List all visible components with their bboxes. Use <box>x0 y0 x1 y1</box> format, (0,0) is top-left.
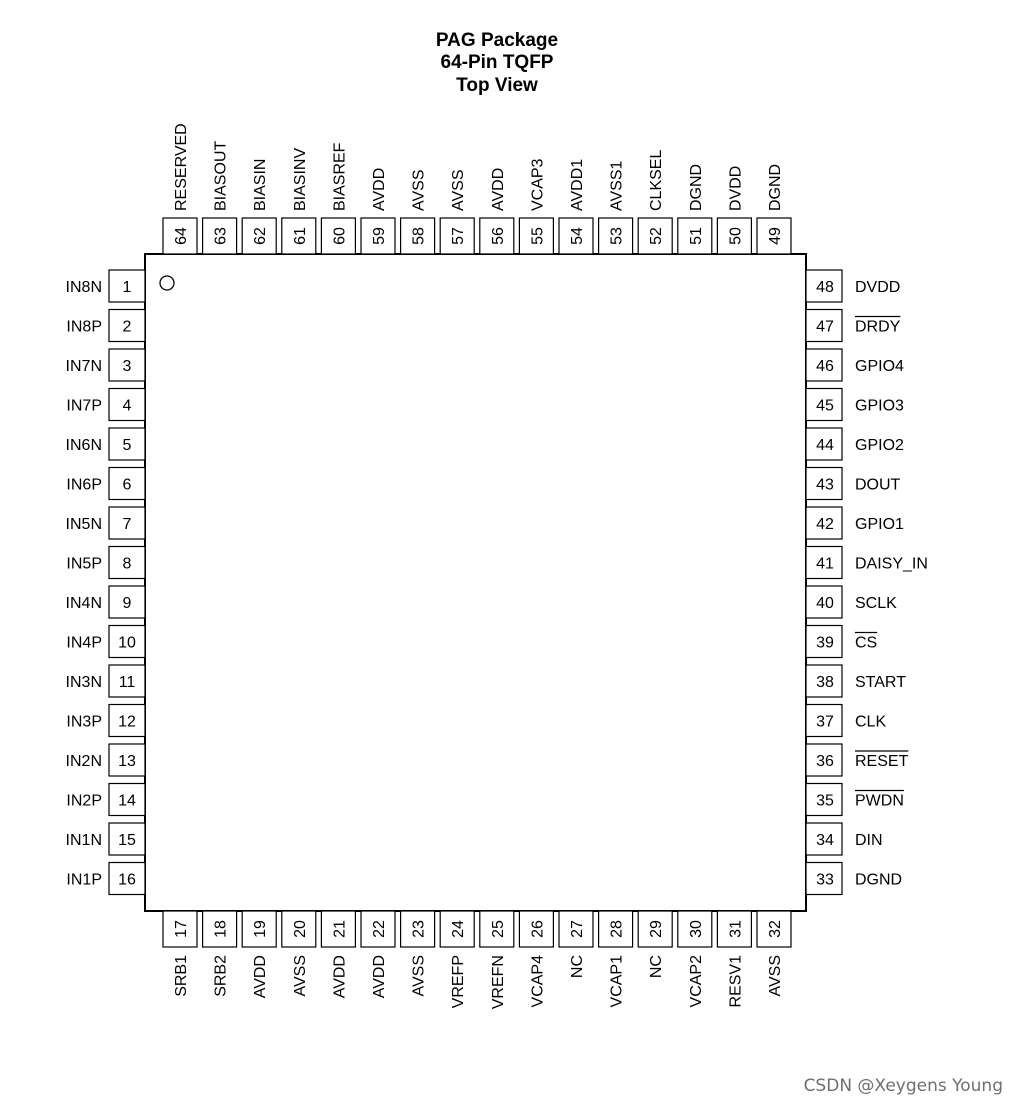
pin-17 <box>163 911 197 997</box>
pin-number: 1 <box>122 279 132 296</box>
pin-51 <box>678 164 712 254</box>
pin-label: VCAP2 <box>687 955 705 1008</box>
pin-number: 9 <box>122 595 132 612</box>
pin-42 <box>806 507 904 539</box>
pin-12 <box>66 705 145 737</box>
pin-number: 48 <box>816 279 834 296</box>
pin-label: DIN <box>855 832 883 849</box>
pin-label: VCAP1 <box>608 955 626 1008</box>
pin-number: 60 <box>331 227 349 245</box>
pin-number: 3 <box>122 358 132 375</box>
pin-label: GPIO3 <box>855 397 904 415</box>
pin-number: 42 <box>816 516 834 533</box>
pin-21 <box>321 911 355 998</box>
pin-label: NC <box>569 955 586 979</box>
pin-label: IN1N <box>65 832 102 849</box>
pin-label: IN5P <box>66 555 102 573</box>
pin-label: SRB1 <box>173 955 190 997</box>
pin-number: 41 <box>816 555 834 573</box>
pin-number: 22 <box>371 920 388 938</box>
pin-53 <box>599 161 633 255</box>
pin-61 <box>282 148 316 254</box>
pin-13 <box>66 744 145 776</box>
pin-number: 13 <box>118 753 136 770</box>
pin-number: 47 <box>816 318 834 336</box>
pin-number: 35 <box>816 792 834 810</box>
pin-32 <box>757 911 791 997</box>
pin-label: DRDY <box>855 318 901 336</box>
pin-number: 18 <box>212 920 230 938</box>
pin-label: DAISY_IN <box>855 555 928 573</box>
pin-6 <box>66 468 145 500</box>
pin-number: 34 <box>816 832 834 849</box>
pin-number: 51 <box>687 227 705 245</box>
bottom-pin-row <box>163 911 791 1009</box>
pin-9 <box>66 586 145 618</box>
pin-number: 38 <box>816 674 834 691</box>
pin-label: DVDD <box>727 165 745 211</box>
pin-label: IN4N <box>65 595 102 612</box>
pin-label: NC <box>648 955 666 979</box>
pin-label: VREFP <box>450 955 468 1009</box>
pin-label: IN6P <box>66 476 102 494</box>
pin-label: VCAP3 <box>529 158 547 211</box>
pin-59 <box>361 168 395 254</box>
pin-2 <box>66 310 145 342</box>
pin-20 <box>282 911 316 997</box>
pin-number: 46 <box>816 358 834 375</box>
pin-label: IN8P <box>66 318 102 336</box>
pin-number: 17 <box>173 920 190 938</box>
pin-label: AVSS <box>410 955 428 997</box>
pin-23 <box>401 911 435 997</box>
pin-number: 37 <box>816 713 834 731</box>
pin-label: AVDD1 <box>569 158 586 211</box>
pin-number: 12 <box>118 713 136 731</box>
pin-40 <box>806 586 897 618</box>
pin-number: 6 <box>122 476 132 494</box>
watermark-text: CSDN @Xeygens Young <box>803 1076 1003 1096</box>
chip-body <box>145 254 806 911</box>
pin-number: 27 <box>569 920 586 938</box>
pin-label: IN2N <box>65 753 102 770</box>
pin-label: IN6N <box>65 437 102 454</box>
pin-18 <box>203 911 237 997</box>
pin-label: START <box>855 674 906 691</box>
pin-30 <box>678 911 712 1007</box>
pin-36 <box>806 744 909 776</box>
pin-number: 53 <box>608 227 626 245</box>
pin-label: CS <box>855 634 878 652</box>
pin-number: 61 <box>291 227 309 245</box>
pin-number: 62 <box>252 227 270 245</box>
pin-label: IN3N <box>65 674 102 691</box>
pin-28 <box>599 911 633 1007</box>
pin-label: VCAP4 <box>529 955 547 1008</box>
pin-number: 10 <box>118 634 136 652</box>
pin-number: 5 <box>122 437 132 454</box>
pin-3 <box>66 349 145 381</box>
pin-45 <box>806 389 904 421</box>
pin-label: GPIO1 <box>855 516 904 533</box>
pin-number: 8 <box>122 555 132 573</box>
pin-label: AVSS <box>291 955 309 997</box>
pin-number: 54 <box>569 227 586 245</box>
pin-number: 23 <box>410 920 428 938</box>
pin-1 <box>66 270 145 302</box>
pin-label: IN1P <box>66 871 102 889</box>
left-pin-row <box>66 270 145 895</box>
pin-label: PWDN <box>855 792 904 810</box>
pin-label: IN3P <box>66 713 102 731</box>
pin-number: 2 <box>122 318 132 336</box>
pin-52 <box>638 150 672 254</box>
pin-47 <box>806 310 901 342</box>
pin-label: AVSS <box>767 955 784 997</box>
pin-label: CLKSEL <box>648 149 666 211</box>
pin-60 <box>321 142 355 254</box>
pin-number: 11 <box>118 674 136 691</box>
pin-number: 56 <box>489 227 507 245</box>
pin-19 <box>242 911 276 998</box>
pin-56 <box>480 168 514 254</box>
pin-number: 26 <box>529 920 547 938</box>
pin-number: 64 <box>173 227 190 245</box>
pin-label: BIASREF <box>331 142 349 211</box>
top-pin-row <box>163 123 791 254</box>
pin-41 <box>806 547 928 579</box>
pin-label: GPIO4 <box>855 358 904 375</box>
pin-63 <box>203 141 237 254</box>
pin-number: 25 <box>489 920 507 938</box>
pin-label: RESV1 <box>727 955 745 1008</box>
package-title: PAG Package <box>435 30 559 51</box>
pin-label: IN4P <box>66 634 102 652</box>
pin-label: IN5N <box>65 516 102 533</box>
pin-number: 63 <box>212 227 230 245</box>
pin-number: 36 <box>816 753 834 770</box>
pin-35 <box>806 784 904 816</box>
pin-54 <box>559 159 593 254</box>
pin-57 <box>440 170 474 255</box>
pin-label: AVDD <box>371 167 388 211</box>
pin-label: IN7P <box>66 397 102 415</box>
pin-39 <box>806 626 877 658</box>
pin-49 <box>757 164 791 254</box>
pin-label: AVDD <box>252 955 270 999</box>
pin-25 <box>480 911 514 1009</box>
pin-10 <box>66 626 145 658</box>
pin-label: DOUT <box>855 476 901 494</box>
pin-11 <box>66 665 145 697</box>
pin-number: 44 <box>816 437 834 454</box>
pin-label: AVSS <box>410 169 428 211</box>
pin-26 <box>519 911 553 1007</box>
right-pin-row <box>806 270 928 895</box>
pin-24 <box>440 911 474 1008</box>
pin-number: 7 <box>122 516 132 533</box>
pin-label: SRB2 <box>212 955 230 997</box>
pin-62 <box>242 159 276 254</box>
pin-7 <box>66 507 145 539</box>
pin-label: DVDD <box>855 279 901 296</box>
pin-58 <box>401 170 435 255</box>
pin-label: BIASINV <box>291 147 309 211</box>
pin-number: 28 <box>608 920 626 938</box>
pin-37 <box>806 705 886 737</box>
pin-label: DGND <box>687 163 705 211</box>
pin-number: 4 <box>122 397 132 415</box>
pin-label: VREFN <box>489 955 507 1010</box>
pin-number: 40 <box>816 595 834 612</box>
pin-5 <box>66 428 145 460</box>
pin-29 <box>638 911 672 978</box>
pin-16 <box>66 863 145 895</box>
pin-label: SCLK <box>855 595 897 612</box>
pin-label: AVSS1 <box>608 160 626 211</box>
pin-number: 20 <box>291 920 309 938</box>
pin-label: DGND <box>767 163 784 211</box>
pin-label: GPIO2 <box>855 437 904 454</box>
pin-label: AVDD <box>371 955 388 999</box>
pin-label: BIASIN <box>252 158 270 211</box>
pin-label: AVDD <box>331 955 349 999</box>
pin-46 <box>806 349 904 381</box>
package-subtitle: 64-Pin TQFP <box>440 52 554 73</box>
pin-label: BIASOUT <box>212 140 230 211</box>
pin-label: CLK <box>855 713 887 731</box>
pin-55 <box>519 158 553 254</box>
pin-64 <box>163 123 197 254</box>
pin-number: 19 <box>252 920 270 938</box>
pin-number: 24 <box>450 920 468 938</box>
pin-number: 29 <box>648 920 666 938</box>
pin-14 <box>66 784 145 816</box>
pin-number: 45 <box>816 397 834 415</box>
pin-15 <box>66 823 145 855</box>
pin-number: 59 <box>371 227 388 245</box>
pin-number: 14 <box>118 792 136 810</box>
pin-label: IN8N <box>65 279 102 296</box>
pin-number: 50 <box>727 227 745 245</box>
pin-44 <box>806 428 904 460</box>
pin-number: 52 <box>648 227 666 245</box>
pin-number: 15 <box>118 832 136 849</box>
pin-number: 49 <box>767 227 784 245</box>
pin-label: IN2P <box>66 792 102 810</box>
pin-label: AVSS <box>450 169 468 211</box>
pin-number: 32 <box>767 920 784 938</box>
pin-27 <box>559 911 593 978</box>
pin-number: 33 <box>816 871 834 889</box>
pin-number: 30 <box>687 920 705 938</box>
pin-label: RESET <box>855 753 909 770</box>
pin-31 <box>717 911 751 1007</box>
pin-22 <box>361 911 395 998</box>
pin-number: 31 <box>727 920 745 938</box>
pin-8 <box>66 547 145 579</box>
pin-number: 55 <box>529 227 547 245</box>
pin-number: 57 <box>450 227 468 245</box>
pin-number: 21 <box>331 920 349 938</box>
view-label: Top View <box>456 75 538 96</box>
pin-33 <box>806 863 902 895</box>
pin-34 <box>806 823 883 855</box>
pin-label: RESERVED <box>173 123 190 211</box>
pin-number: 39 <box>816 634 834 652</box>
pin-43 <box>806 468 901 500</box>
pin-label: IN7N <box>65 358 102 375</box>
pin-number: 16 <box>118 871 136 889</box>
pin-38 <box>806 665 906 697</box>
pin-number: 43 <box>816 476 834 494</box>
pin-number: 58 <box>410 227 428 245</box>
pin-4 <box>66 389 145 421</box>
pin-label: DGND <box>855 871 903 889</box>
pin-48 <box>806 270 900 302</box>
pin-50 <box>717 166 751 254</box>
pin-label: AVDD <box>489 167 507 211</box>
